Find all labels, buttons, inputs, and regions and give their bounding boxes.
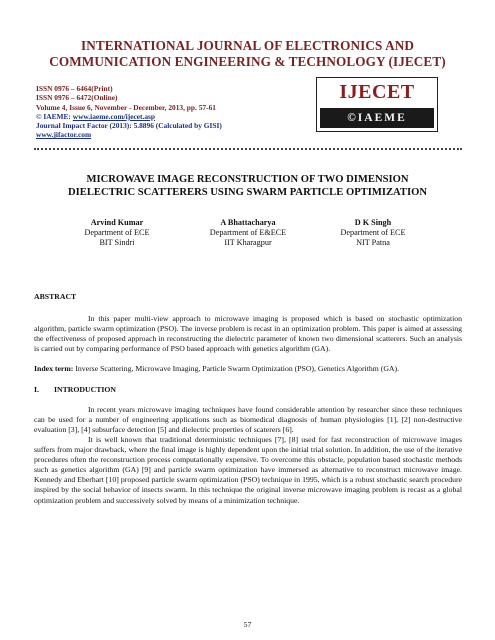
impact-factor: Journal Impact Factor (2013): 5.8896 (Calculated by GISI) xyxy=(36,121,222,131)
paper-title-line-2: DIELECTRIC SCATTERERS USING SWARM PARTICLE OPTIMIZATION xyxy=(68,187,427,198)
journal-title-line-2: COMMUNICATION ENGINEERING & TECHNOLOGY (IJECET) xyxy=(49,54,446,69)
author-institution: NIT Patna xyxy=(356,238,390,247)
section-title: INTRODUCTION xyxy=(54,384,117,394)
jifactor-link[interactable]: www.jifactor.com xyxy=(36,130,92,140)
logo-bottom-text: ©IAEME xyxy=(320,108,434,128)
journal-title xyxy=(0,38,495,70)
author-3 xyxy=(303,218,443,248)
index-terms xyxy=(34,364,462,374)
journal-metadata xyxy=(36,84,222,140)
abstract-text: In this paper multi-view approach to microwave imaging is proposed which is based on stochastic optimization algorithm, particle swarm optimization (PSO). The inverse problem is recast in an optimization problem. This paper is aimed at assessing the effectiveness of proposed approach in reconstructing the dielectric parameter of known two dimensional scatterers. Such an analysis is carried out by comparing performance of PSO based approach with genetics algorithm (GA). xyxy=(34,314,462,354)
abstract-heading: ABSTRACT xyxy=(34,292,77,301)
iaeme-prefix: © IAEME: xyxy=(36,111,73,121)
page-number: 57 xyxy=(243,620,252,629)
issn-print: ISSN 0976 – 6464(Print) xyxy=(36,84,113,93)
paper-body xyxy=(34,292,462,506)
section-heading xyxy=(34,385,462,395)
author-1 xyxy=(47,218,187,248)
paper-title xyxy=(30,173,465,199)
paper-title-line-1: MICROWAVE IMAGE RECONSTRUCTION OF TWO DIMENSION xyxy=(86,174,409,185)
author-institution: IIT Kharagpur xyxy=(224,238,272,247)
ijecet-logo xyxy=(316,77,438,132)
author-name: D K Singh xyxy=(354,218,392,227)
author-institution: BIT Sindri xyxy=(99,238,135,247)
author-department: Department of ECE xyxy=(84,228,150,237)
author-name: A Bhattacharya xyxy=(220,218,276,227)
intro-paragraph-2: It is well known that traditional deterministic techniques [7], [8] used for fast reconstruction of microwave images suffers from major drawback, where the final image is highly dependent upon the initial trial solution. In addition, the use of the iterative procedures often the reconstruction process computationally expensive. To overcome this obstacle, population based stochastic methods such as genetics algorithm (GA) [9] and particle swarm optimization have immersed as alternative to reconstruct microwave image. Kennedy and Eberhart [10] proposed particle swarm optimization (PSO) technique in 1995, which is a robust stochastic search procedure inspired by the social behavior of insects swarm. In this technique the original inverse microwave imaging problem is recast as a global optimization problem and successively solved by means of a minimization technique. xyxy=(34,434,462,505)
author-block xyxy=(0,218,495,258)
iaeme-line xyxy=(36,112,222,121)
iaeme-link[interactable]: www.iaeme.com/ijecet.asp xyxy=(72,111,156,121)
index-terms-text: Inverse Scattering, Microwave Imaging, Particle Swarm Optimization (PSO), Genetics Algorithm (GA). xyxy=(73,364,400,374)
logo-top-text: IJECET xyxy=(339,81,415,103)
journal-title-line-1: INTERNATIONAL JOURNAL OF ELECTRONICS AND xyxy=(80,38,414,53)
author-department: Department of E&ECE xyxy=(209,228,287,237)
issn-online: ISSN 0976 – 6472(Online) xyxy=(36,93,118,103)
author-department: Department of ECE xyxy=(340,228,406,237)
volume-info: Volume 4, Issue 6, November - December, 2013, pp. 57-61 xyxy=(36,102,216,112)
dotted-divider xyxy=(34,148,462,150)
section-number: I. xyxy=(34,384,39,394)
intro-paragraph-1: In recent years microwave imaging techniques have found considerable attention by researcher since these techniques can be used for a number of engineering applications such as biomedical diagnosis of human physiologies [1], [2] non-destructive evaluation [3], [4] subsurface detection [5] and dielectric properties of scaterers [6]. xyxy=(34,404,462,434)
index-terms-label: Index term: xyxy=(34,364,74,374)
author-2 xyxy=(178,218,318,248)
author-name: Arvind Kumar xyxy=(90,218,144,227)
